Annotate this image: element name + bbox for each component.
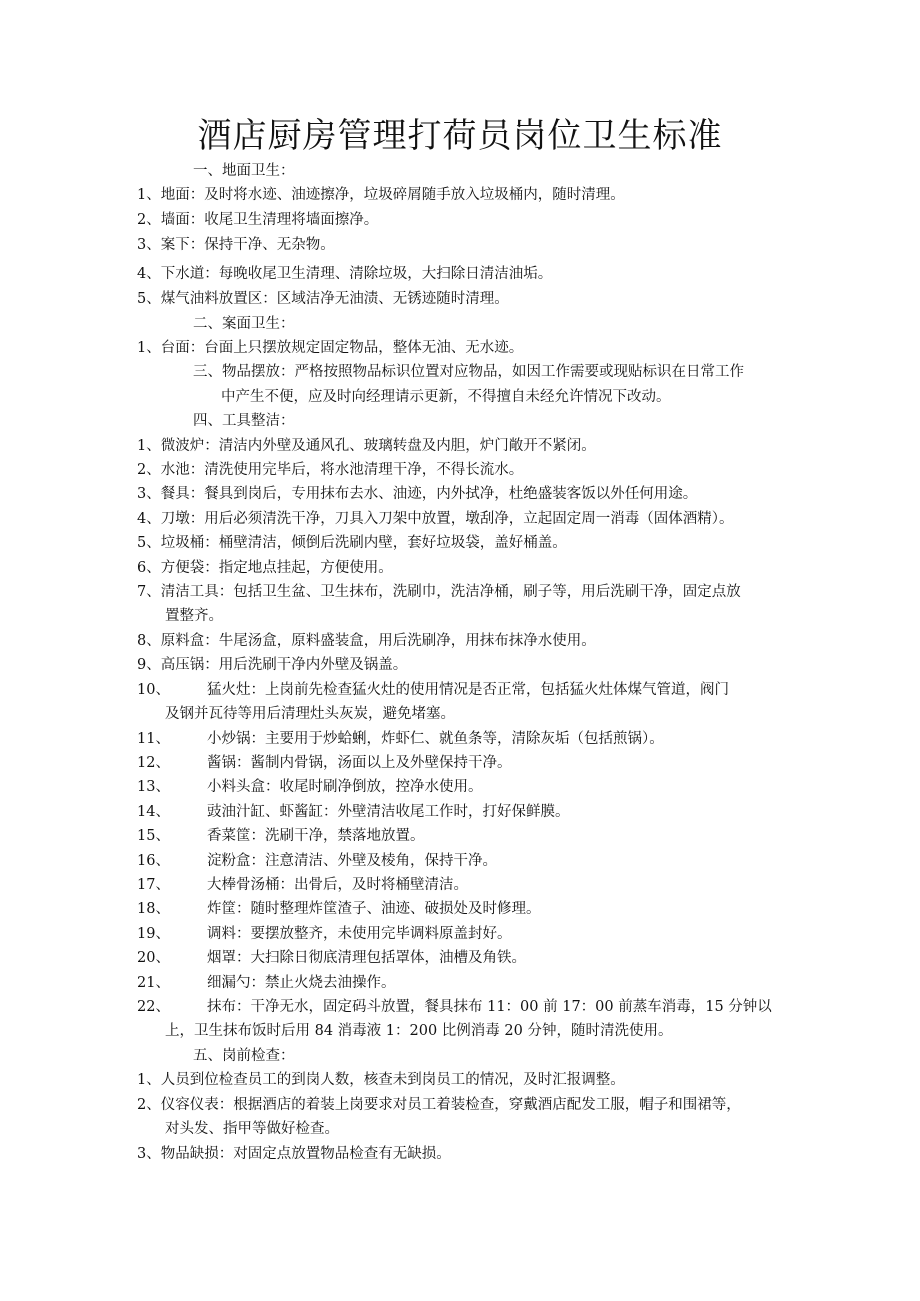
document-title: 酒店厨房管理打荷员岗位卫生标准	[197, 116, 723, 156]
item-number: 15、	[137, 828, 170, 844]
list-item: 抹布：干净无水，固定码斗放置，餐具抹布 11：00 前 17：00 前蒸车消毒，15 分钟以	[207, 999, 772, 1015]
item-number: 10、	[137, 682, 170, 698]
section-heading: 二、案面卫生：	[193, 316, 295, 332]
list-item: 9、高压锅：用后洗刷干净内外壁及锅盖。	[137, 657, 408, 673]
list-item: 2、墙面：收尾卫生清理将墙面擦净。	[137, 212, 379, 228]
continuation-line: 对头发、指甲等做好检查。	[165, 1121, 339, 1137]
continuation-line: 上，卫生抹布饭时后用 84 消毒液 1：200 比例消毒 20 分钟，随时清洗使用。	[165, 1023, 673, 1039]
item-number: 20、	[137, 950, 170, 966]
list-item: 酱锅：酱制内骨锅，汤面以上及外壁保持干净。	[207, 755, 512, 771]
list-item: 4、下水道：每晚收尾卫生清理、清除垃圾，大扫除日清洁油垢。	[137, 266, 553, 282]
list-item: 细漏勺：禁止火烧去油操作。	[207, 975, 396, 991]
item-number: 12、	[137, 755, 170, 771]
item-number: 19、	[137, 926, 170, 942]
list-item: 2、仪容仪表：根据酒店的着装上岗要求对员工着装检查，穿戴酒店配发工服，帽子和围裙等，	[137, 1097, 741, 1113]
list-item: 4、刀墩：用后必须清洗干净，刀具入刀架中放置，墩刮净，立起固定周一消毒（固体酒精）。	[137, 511, 734, 527]
section-heading: 四、工具整洁：	[193, 413, 295, 429]
item-number: 14、	[137, 804, 170, 820]
list-item: 大棒骨汤桶：出骨后，及时将桶壁清洁。	[207, 877, 468, 893]
list-item: 小炒锅：主要用于炒蛤蜊，炸虾仁、就鱼条等，清除灰垢（包括煎锅）。	[207, 731, 664, 747]
item-number: 11、	[137, 731, 170, 747]
item-number: 18、	[137, 901, 170, 917]
item-number: 17、	[137, 877, 170, 893]
list-item: 6、方便袋：指定地点挂起，方便使用。	[137, 560, 393, 576]
list-item: 1、地面：及时将水迹、油迹擦净，垃圾碎屑随手放入垃圾桶内，随时清理。	[137, 187, 625, 203]
list-item: 小料头盒：收尾时刷净倒放，控净水使用。	[207, 779, 483, 795]
list-item: 豉油汁缸、虾酱缸：外壁清洁收尾工作时，打好保鲜膜。	[207, 804, 570, 820]
item-number: 16、	[137, 853, 170, 869]
list-item: 2、水池：清洗使用完毕后，将水池清理干净，不得长流水。	[137, 462, 524, 478]
list-item: 炸筐：随时整理炸筐渣子、油迹、破损处及时修理。	[207, 901, 541, 917]
item-number: 22、	[137, 999, 170, 1015]
list-item: 7、清洁工具：包括卫生盆、卫生抹布，洗刷巾，洗洁净桶，刷子等，用后洗刷干净，固定点放	[137, 584, 741, 600]
continuation-line: 中产生不便，应及时向经理请示更新，不得擅自未经允许情况下改动。	[221, 389, 671, 405]
continuation-line: 及钢并瓦待等用后清理灶头灰炭，避免堵塞。	[165, 706, 455, 722]
item-number: 21、	[137, 975, 170, 991]
list-item: 香菜筐：洗刷干净，禁落地放置。	[207, 828, 425, 844]
continuation-line: 置整齐。	[165, 608, 223, 624]
list-item: 淀粉盒：注意清洁、外壁及棱角，保持干净。	[207, 853, 497, 869]
list-item: 1、人员到位检查员工的到岗人数，核查未到岗员工的情况，及时汇报调整。	[137, 1072, 625, 1088]
list-item: 3、物品缺损：对固定点放置物品检查有无缺损。	[137, 1146, 451, 1162]
section-heading: 一、地面卫生：	[193, 163, 295, 179]
item-number: 13、	[137, 779, 170, 795]
list-item: 5、垃圾桶：桶壁清洁，倾倒后洗刷内壁，套好垃圾袋，盖好桶盖。	[137, 535, 567, 551]
list-item: 烟罩：大扫除日彻底清理包括罩体，油槽及角铁。	[207, 950, 526, 966]
list-item: 1、微波炉：清洁内外壁及通风孔、玻璃转盘及内胆，炉门敞开不紧闭。	[137, 438, 596, 454]
list-item: 3、餐具：餐具到岗后，专用抹布去水、油迹，内外拭净，杜绝盛装客饭以外任何用途。	[137, 486, 698, 502]
list-item: 3、案下：保持干净、无杂物。	[137, 237, 335, 253]
list-item: 1、台面：台面上只摆放规定固定物品，整体无油、无水迹。	[137, 340, 524, 356]
list-item: 猛火灶：上岗前先检查猛火灶的使用情况是否正常，包括猛火灶体煤气管道，阀门	[207, 682, 729, 698]
section-heading: 五、岗前检查：	[193, 1048, 295, 1064]
list-item: 8、原料盒：牛尾汤盒，原料盛装盒，用后洗刷净，用抹布抹净水使用。	[137, 633, 596, 649]
list-item: 调料：要摆放整齐，未使用完毕调料原盖封好。	[207, 926, 512, 942]
section-heading: 三、物品摆放：严格按照物品标识位置对应物品，如因工作需要或现贴标识在日常工作	[193, 364, 744, 380]
list-item: 5、煤气油料放置区：区域洁净无油渍、无锈迹随时清理。	[137, 291, 509, 307]
